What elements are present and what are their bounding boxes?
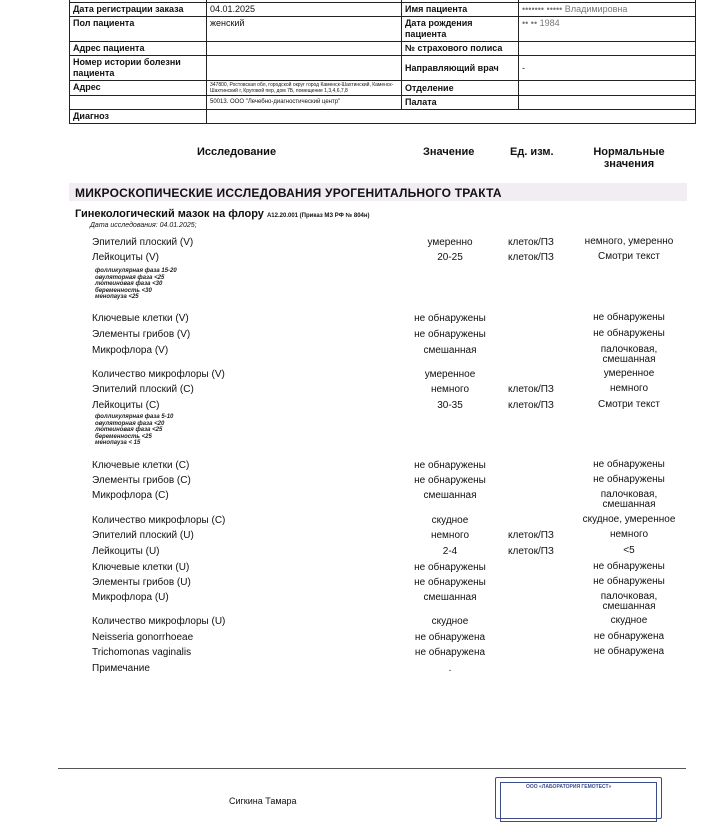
result-norm: немного bbox=[609, 529, 649, 540]
lab-stamp bbox=[495, 777, 662, 819]
result-norm: Смотри текст bbox=[597, 251, 661, 262]
header-value bbox=[519, 42, 696, 56]
result-unit: клеток/ПЗ bbox=[508, 400, 554, 411]
result-norm: не обнаружены bbox=[593, 561, 665, 572]
result-name: Ключевые клетки (C) bbox=[92, 460, 190, 471]
result-name: Лейкоциты (V) bbox=[92, 252, 159, 263]
result-value: не обнаружена bbox=[414, 632, 486, 643]
study-subtitle bbox=[75, 208, 370, 220]
header-label: № страхового полиса bbox=[402, 42, 519, 56]
result-norm: Смотри текст bbox=[597, 399, 661, 410]
result-value: скудное bbox=[431, 616, 469, 627]
study-date: Дата исследования: 04.01.2025; bbox=[90, 222, 197, 229]
result-value: скудное bbox=[431, 515, 469, 526]
result-unit: клеток/ПЗ bbox=[508, 237, 554, 248]
header-label bbox=[70, 96, 207, 110]
result-name: Количество микрофлоры (V) bbox=[92, 369, 225, 380]
result-norm: умеренное bbox=[603, 368, 655, 379]
column-norm: Нормальные значения bbox=[593, 146, 665, 170]
header-row bbox=[70, 81, 696, 96]
result-unit: клеток/ПЗ bbox=[508, 530, 554, 541]
result-norm: не обнаружена bbox=[593, 631, 665, 642]
phase-note: фолликулярная фаза 5-10 овуляторная фаза <20 лютеиновая фаза <25 беременность <25 менопауза < 15 bbox=[95, 414, 174, 446]
header-value: женский bbox=[207, 17, 402, 42]
header-label: Номер истории болезни пациента bbox=[70, 56, 207, 81]
result-value: не обнаружены bbox=[414, 313, 486, 324]
column-value: Значение bbox=[423, 146, 475, 158]
result-value: не обнаружены bbox=[414, 475, 486, 486]
result-norm: не обнаружена bbox=[593, 646, 665, 657]
header-value: 50013. ООО "Лечебно-диагностический центр" bbox=[207, 96, 402, 110]
phase-note: фолликулярная фаза 15-20 овуляторная фаза <25 лютеиновая фаза <30 беременность <30 менопауза <25 bbox=[95, 268, 177, 300]
result-value: не обнаружены bbox=[414, 329, 486, 340]
header-label: Отделение bbox=[402, 81, 519, 96]
result-norm: палочковая, смешанная bbox=[600, 489, 658, 510]
header-value bbox=[207, 56, 402, 81]
header-label: Дата рождения пациента bbox=[402, 17, 519, 42]
result-name: Ключевые клетки (V) bbox=[92, 313, 189, 324]
result-norm: скудное, умеренное bbox=[582, 514, 676, 525]
result-name: Количество микрофлоры (C) bbox=[92, 515, 226, 526]
header-label: Пол пациента bbox=[70, 17, 207, 42]
result-name: Микрофлора (V) bbox=[92, 345, 169, 356]
header-value bbox=[207, 42, 402, 56]
result-norm: немного, умеренно bbox=[584, 236, 674, 247]
result-value: смешанная bbox=[423, 592, 477, 603]
result-value: смешанная bbox=[423, 345, 477, 356]
result-name: Лейкоциты (C) bbox=[92, 400, 160, 411]
result-value: не обнаружена bbox=[414, 647, 486, 658]
result-name: Лейкоциты (U) bbox=[92, 546, 160, 557]
result-name: Ключевые клетки (U) bbox=[92, 562, 190, 573]
study-reference: A12.20.001 (Приказ МЗ РФ № 804н) bbox=[266, 213, 370, 219]
result-name: Элементы грибов (C) bbox=[92, 475, 191, 486]
footer-divider bbox=[58, 768, 686, 769]
result-norm: палочковая, смешанная bbox=[600, 344, 658, 365]
header-label: Адрес bbox=[70, 81, 207, 96]
result-name: Эпителий плоский (U) bbox=[92, 530, 194, 541]
result-name: Количество микрофлоры (U) bbox=[92, 616, 226, 627]
patient-info-table bbox=[69, 0, 696, 124]
result-value: умеренно bbox=[427, 237, 473, 248]
study-name: Гинекологический мазок на флору bbox=[75, 208, 264, 220]
result-value: смешанная bbox=[423, 490, 477, 501]
header-row bbox=[70, 3, 696, 17]
header-row bbox=[70, 42, 696, 56]
result-norm: палочковая, смешанная bbox=[600, 591, 658, 612]
header-value: ••••••• ••••• Владимировна bbox=[519, 3, 696, 17]
result-name: Эпителий плоский (C) bbox=[92, 384, 194, 395]
result-name: Trichomonas vaginalis bbox=[92, 647, 192, 658]
result-name: Микрофлора (U) bbox=[92, 592, 169, 603]
column-unit: Ед. изм. bbox=[510, 146, 554, 158]
header-row bbox=[70, 17, 696, 42]
result-norm: <5 bbox=[623, 545, 635, 556]
result-value: 2-4 bbox=[442, 546, 458, 557]
result-name: Эпителий плоский (V) bbox=[92, 237, 194, 248]
result-name: Элементы грибов (U) bbox=[92, 577, 191, 588]
result-value: немного bbox=[430, 530, 470, 541]
header-value: 04.01.2025 bbox=[207, 3, 402, 17]
result-value: не обнаружены bbox=[414, 460, 486, 471]
result-value: 30-35 bbox=[437, 400, 463, 411]
header-label: Дата регистрации заказа bbox=[70, 3, 207, 17]
result-value: . bbox=[448, 663, 452, 674]
header-row bbox=[70, 56, 696, 81]
header-value bbox=[519, 96, 696, 110]
result-value: немного bbox=[430, 384, 470, 395]
header-row bbox=[70, 96, 696, 110]
result-name: Элементы грибов (V) bbox=[92, 329, 191, 340]
header-label: Имя пациента bbox=[402, 3, 519, 17]
signer-name: Сигкина Тамара bbox=[229, 796, 297, 806]
stamp-text: ООО «ЛАБОРАТОРИЯ ГЕМОТЕСТ» bbox=[526, 784, 612, 790]
result-unit: клеток/ПЗ bbox=[508, 252, 554, 263]
header-value bbox=[519, 81, 696, 96]
header-value: 347800, Ростовская обл, городской округ город Каменск-Шахтинский, Каменск-Шахтинский г, Круговой пер, дом 7Б, помещение 1,3,4,6,7,8 bbox=[207, 81, 402, 96]
diagnosis-label: Диагноз bbox=[70, 110, 207, 124]
result-norm: скудное bbox=[610, 615, 648, 626]
header-label: Направляющий врач bbox=[402, 56, 519, 81]
result-norm: не обнаружены bbox=[593, 459, 665, 470]
diagnosis-row bbox=[70, 110, 696, 124]
result-value: не обнаружены bbox=[414, 577, 486, 588]
result-unit: клеток/ПЗ bbox=[508, 546, 554, 557]
header-label: Адрес пациента bbox=[70, 42, 207, 56]
header-value: •• •• 1984 bbox=[519, 17, 696, 42]
result-name: Микрофлора (C) bbox=[92, 490, 169, 501]
result-value: 20-25 bbox=[437, 252, 463, 263]
result-norm: не обнаружены bbox=[593, 576, 665, 587]
result-norm: не обнаружены bbox=[593, 312, 665, 323]
column-study: Исследование bbox=[197, 146, 277, 158]
result-value: умеренное bbox=[424, 369, 476, 380]
result-name: Примечание bbox=[92, 663, 150, 674]
result-norm: не обнаружены bbox=[593, 474, 665, 485]
result-unit: клеток/ПЗ bbox=[508, 384, 554, 395]
result-norm: немного bbox=[609, 383, 649, 394]
result-norm: не обнаружены bbox=[593, 328, 665, 339]
header-label: Палата bbox=[402, 96, 519, 110]
header-value: - bbox=[519, 56, 696, 81]
result-name: Neisseria gonorrhoeae bbox=[92, 632, 194, 643]
diagnosis-value bbox=[207, 110, 696, 124]
result-value: не обнаружены bbox=[414, 562, 486, 573]
section-title: МИКРОСКОПИЧЕСКИЕ ИССЛЕДОВАНИЯ УРОГЕНИТАЛЬНОГО ТРАКТА bbox=[75, 186, 502, 200]
